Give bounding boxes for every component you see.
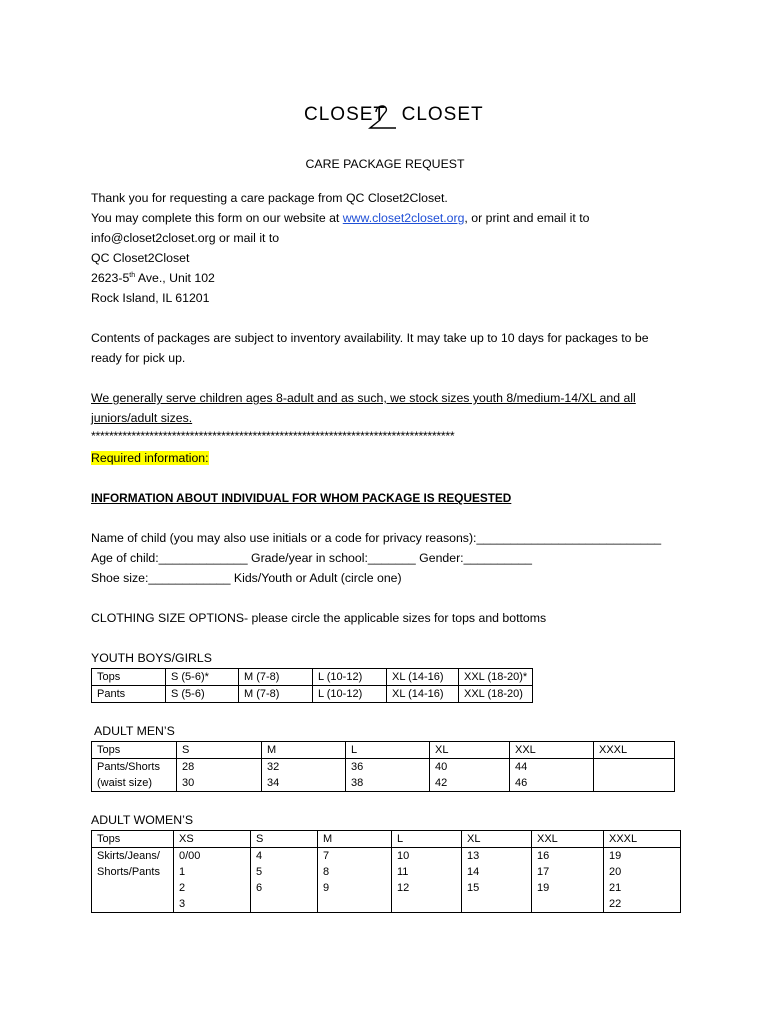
table-row bbox=[92, 831, 681, 848]
website-link[interactable]: www.closet2closet.org bbox=[342, 211, 465, 225]
men-pants-l[interactable] bbox=[346, 759, 430, 792]
women-tops-xl[interactable]: XL bbox=[462, 831, 532, 848]
cell-line: Shorts/Pants bbox=[97, 866, 160, 878]
women-bottoms-m[interactable] bbox=[318, 848, 392, 913]
cell-line: 1 bbox=[179, 866, 186, 878]
street-number: 2623-5 bbox=[91, 271, 130, 285]
men-pants-xxl[interactable] bbox=[510, 759, 594, 792]
cell-line: 0/00 bbox=[179, 850, 201, 862]
cell-line: 3 bbox=[179, 898, 186, 910]
street-rest: Ave., Unit 102 bbox=[135, 271, 215, 285]
women-bottoms-s[interactable] bbox=[251, 848, 318, 913]
cell-line: 20 bbox=[609, 866, 622, 878]
shoe-size-field[interactable]: Shoe size:____________ Kids/Youth or Adult (circle one) bbox=[91, 571, 402, 585]
cell-line: 17 bbox=[537, 866, 550, 878]
street-suffix: th bbox=[129, 272, 136, 279]
men-pants-m[interactable] bbox=[262, 759, 346, 792]
women-bottoms-xxxl[interactable] bbox=[604, 848, 681, 913]
women-tops-xxxl[interactable]: XXXL bbox=[604, 831, 681, 848]
cell-line: 42 bbox=[435, 777, 448, 789]
cell-line: Skirts/Jeans/ bbox=[97, 850, 160, 862]
youth-pants-xl[interactable]: XL (14-16) bbox=[387, 686, 459, 703]
page-title: CARE PACKAGE REQUEST bbox=[305, 157, 465, 171]
youth-pants-l[interactable]: L (10-12) bbox=[313, 686, 387, 703]
table-row bbox=[92, 759, 675, 792]
men-pants-label bbox=[92, 759, 177, 792]
address-city: Rock Island, IL 61201 bbox=[91, 291, 210, 305]
cell-line: 38 bbox=[351, 777, 364, 789]
address-street bbox=[91, 268, 215, 288]
contents-line-2: ready for pick up. bbox=[91, 351, 186, 365]
men-pants-s[interactable] bbox=[177, 759, 262, 792]
cell-line: 36 bbox=[351, 761, 364, 773]
women-tops-l[interactable]: L bbox=[392, 831, 462, 848]
serve-line-1: We generally serve children ages 8-adult and as such, we stock sizes youth 8/medium-14/XL and all bbox=[91, 391, 636, 405]
cell-line: 6 bbox=[256, 882, 263, 894]
men-tops-s[interactable]: S bbox=[177, 742, 262, 759]
women-label: ADULT WOMEN’S bbox=[91, 813, 194, 827]
youth-tops-l[interactable]: L (10-12) bbox=[313, 669, 387, 686]
youth-tops-xl[interactable]: XL (14-16) bbox=[387, 669, 459, 686]
youth-label: YOUTH BOYS/GIRLS bbox=[91, 651, 212, 665]
logo-right: CLOSET bbox=[401, 104, 484, 125]
cell-line: 21 bbox=[609, 882, 622, 894]
age-grade-gender-field[interactable]: Age of child:_____________ Grade/year in school:_______ Gender:__________ bbox=[91, 551, 532, 565]
men-pants-xxxl[interactable] bbox=[594, 759, 675, 792]
cell-line bbox=[599, 759, 674, 775]
women-bottoms-xxl[interactable] bbox=[532, 848, 604, 913]
women-bottoms-xl[interactable] bbox=[462, 848, 532, 913]
intro-line-2 bbox=[91, 208, 590, 228]
women-size-table bbox=[91, 830, 681, 913]
women-tops-s[interactable]: S bbox=[251, 831, 318, 848]
contents-line-1: Contents of packages are subject to inventory availability. It may take up to 10 days for packages to be bbox=[91, 331, 649, 345]
youth-tops-s[interactable]: S (5-6)* bbox=[166, 669, 239, 686]
cell-line: 8 bbox=[323, 866, 330, 878]
youth-size-table bbox=[91, 668, 533, 703]
table-row bbox=[92, 686, 533, 703]
info-heading: INFORMATION ABOUT INDIVIDUAL FOR WHOM PACKAGE IS REQUESTED bbox=[91, 491, 512, 505]
email-line: info@closet2closet.org or mail it to bbox=[91, 231, 280, 245]
cell-line: 15 bbox=[467, 882, 480, 894]
men-tops-xxxl[interactable]: XXXL bbox=[594, 742, 675, 759]
cell-line: 12 bbox=[397, 882, 410, 894]
youth-tops-xxl[interactable]: XXL (18-20)* bbox=[459, 669, 533, 686]
cell-line: Pants/Shorts bbox=[97, 761, 160, 773]
table-row bbox=[92, 848, 681, 913]
clothing-options-label: CLOTHING SIZE OPTIONS- please circle the applicable sizes for tops and bottoms bbox=[91, 611, 547, 625]
cell-line: 32 bbox=[267, 761, 280, 773]
women-tops-label: Tops bbox=[92, 831, 174, 848]
youth-pants-s[interactable]: S (5-6) bbox=[166, 686, 239, 703]
men-label: ADULT MEN’S bbox=[94, 724, 175, 738]
cell-line: 10 bbox=[397, 850, 410, 862]
women-bottoms-xs[interactable] bbox=[174, 848, 251, 913]
address-org: QC Closet2Closet bbox=[91, 251, 190, 265]
women-tops-xxl[interactable]: XXL bbox=[532, 831, 604, 848]
women-bottoms-label bbox=[92, 848, 174, 913]
cell-line: 5 bbox=[256, 866, 263, 878]
cell-line: 34 bbox=[267, 777, 280, 789]
table-row bbox=[92, 742, 675, 759]
intro-line-2-post: , or print and email it to bbox=[464, 211, 590, 225]
cell-line: 2 bbox=[179, 882, 186, 894]
men-tops-l[interactable]: L bbox=[346, 742, 430, 759]
intro-line-1: Thank you for requesting a care package from QC Closet2Closet. bbox=[91, 191, 448, 205]
youth-pants-m[interactable]: M (7-8) bbox=[239, 686, 313, 703]
required-info-label bbox=[91, 448, 209, 468]
men-pants-xl[interactable] bbox=[430, 759, 510, 792]
women-tops-m[interactable]: M bbox=[318, 831, 392, 848]
cell-line: 7 bbox=[323, 850, 330, 862]
men-tops-xl[interactable]: XL bbox=[430, 742, 510, 759]
serve-line-2: juniors/adult sizes. bbox=[91, 411, 193, 425]
cell-line: (waist size) bbox=[97, 777, 153, 789]
cell-line: 13 bbox=[467, 850, 480, 862]
men-tops-m[interactable]: M bbox=[262, 742, 346, 759]
child-name-field[interactable]: Name of child (you may also use initials or a code for privacy reasons):___________________________ bbox=[91, 531, 662, 545]
cell-line bbox=[599, 775, 674, 791]
separator-stars: ********************************************************************************* bbox=[91, 429, 455, 443]
youth-pants-xxl[interactable]: XXL (18-20) bbox=[459, 686, 533, 703]
cell-line: 40 bbox=[435, 761, 448, 773]
cell-line: 46 bbox=[515, 777, 528, 789]
cell-line: 19 bbox=[609, 850, 622, 862]
required-info-text: Required information: bbox=[91, 451, 209, 465]
women-tops-xs[interactable]: XS bbox=[174, 831, 251, 848]
intro-line-2-pre: You may complete this form on our website at bbox=[91, 211, 343, 225]
men-size-table bbox=[91, 741, 675, 792]
cell-line: 4 bbox=[256, 850, 263, 862]
cell-line: 16 bbox=[537, 850, 550, 862]
women-bottoms-l[interactable] bbox=[392, 848, 462, 913]
cell-line: 22 bbox=[609, 898, 622, 910]
youth-tops-label: Tops bbox=[92, 669, 166, 686]
cell-line: 19 bbox=[537, 882, 550, 894]
cell-line: 30 bbox=[182, 777, 195, 789]
logo-left: CLOSET bbox=[304, 104, 387, 125]
cell-line: 11 bbox=[397, 866, 409, 878]
cell-line: 44 bbox=[515, 761, 528, 773]
youth-tops-m[interactable]: M (7-8) bbox=[239, 669, 313, 686]
cell-line: 14 bbox=[467, 866, 480, 878]
men-tops-xxl[interactable]: XXL bbox=[510, 742, 594, 759]
closet2closet-logo bbox=[304, 98, 484, 134]
table-row bbox=[92, 669, 533, 686]
cell-line: 9 bbox=[323, 882, 330, 894]
cell-line: 28 bbox=[182, 761, 195, 773]
youth-pants-label: Pants bbox=[92, 686, 166, 703]
men-tops-label: Tops bbox=[92, 742, 177, 759]
